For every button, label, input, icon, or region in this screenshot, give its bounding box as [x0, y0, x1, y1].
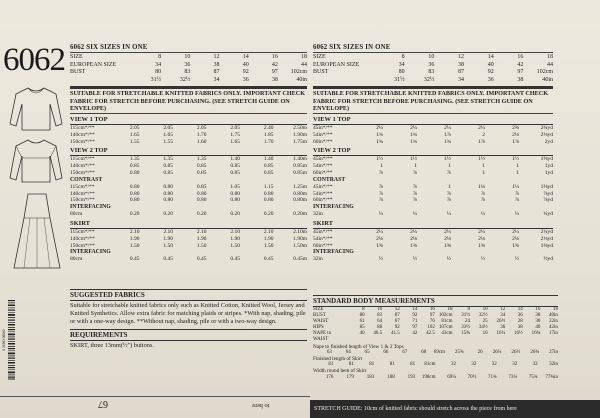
left-view2-title: VIEW 2 TOP	[70, 147, 108, 155]
left-european-row: EUROPEAN SIZE 34 36 38 40 42 44	[70, 61, 308, 68]
table-row: 140cm*/** 0.85 0.85 0.85 0.85 0.85 0.85m	[70, 163, 307, 170]
right-view2-title: VIEW 2 TOP	[313, 147, 351, 155]
view1-sketch	[8, 84, 64, 134]
table-row: 54in*/** 1 1 1 1 1 1yd	[313, 163, 553, 170]
standard-measurements-title: STANDARD BODY MEASUREMENTS	[313, 295, 558, 307]
nape-length-label: Nape to finished length of View 1 & 2 Tops	[313, 343, 404, 350]
imperial-yardage-column	[313, 44, 553, 263]
suggested-fabrics-title: SUGGESTED FABRICS	[70, 289, 307, 301]
left-stretch-note: SUITABLE FOR STRETCHABLE KNITTED FABRICS ONLY. IMPORTANT CHECK FABRIC FOR STRETCH BEFORE PURCHASING. (SEE STRETCH GUIDE ON ENVELOPE)	[70, 90, 306, 112]
meas-row: SIZE 8 10 12 14 16 18 8 10 12 14 16 18	[313, 307, 558, 312]
left-bust-in-row: 31½ 32½ 34 36 38 40in	[150, 76, 308, 83]
table-row: 115cm*/** 2.10 2.10 2.10 2.10 2.10 2.10m	[70, 228, 307, 235]
table-row: 150cm*/** 1.50 1.50 1.50 1.50 1.50 1.50m	[70, 242, 307, 249]
pattern-number: 6062	[3, 42, 65, 78]
table-row: 115cm*/** 0.80 0.80 0.85 1.05 1.15 1.25m	[70, 183, 307, 190]
hem-width-label: Width round hem of Skirt	[313, 368, 367, 375]
right-bust-row: BUST 80 83 87 92 97 102cm	[313, 69, 554, 76]
stretch-guide-bar: STRETCH GUIDE: 10cm of knitted fabric should stretch across the piece from here	[310, 400, 600, 418]
left-view2-table	[70, 156, 307, 218]
left-size-row: SIZE 8 10 12 14 16 18	[70, 54, 308, 60]
table-row: 150cm*/** 1.55 1.55 1.60 1.65 1.70 1.75m	[70, 138, 307, 145]
table-row: 150cm*/** 0.80 0.85 0.85 0.85 0.85 0.85m	[70, 169, 307, 176]
table-row: 60in*/** 1⅝ 1⅝ 1⅝ 1⅝ 1⅝ 1⅝yd	[313, 242, 553, 249]
suggested-fabrics-section	[70, 286, 307, 351]
table-row: 140cm*/** 0.80 0.80 0.80 0.80 0.80 0.80m	[70, 190, 307, 197]
barcode-digits: 0 39363 06062	[2, 329, 6, 351]
view2-sketch	[8, 136, 64, 186]
table-row: 32in ¼ ¼ ¼ ¼ ¼ ¼yd	[313, 211, 553, 218]
meas-row: 63 64 65 66 67 68 69cm 25¾ 26 26¼ 26½ 26¾ 27in	[326, 349, 558, 355]
table-row: 60in*/** ⅞ ⅞ ⅞ 1 1 1yd	[313, 169, 553, 176]
left-skirt-title: SKIRT	[70, 219, 91, 227]
left-view1-table	[70, 125, 307, 145]
right-view1-title: VIEW 1 TOP	[313, 115, 351, 123]
meas-row: NAPE to WAIST 40 40.5 41.5 42 42.5 43cm 15¾ 16 16¼ 16½ 16¾ 17in	[313, 331, 558, 343]
table-row: 45in*/** 2¼ 2¼ 2¼ 2¼ 2¼ 2¼yd	[313, 228, 553, 235]
table-row: 60in*/** 1¾ 1¾ 1¾ 1⅞ 1⅞ 2yd	[313, 138, 553, 145]
table-row: 80cm 0.45 0.45 0.45 0.45 0.45 0.45m	[70, 256, 307, 263]
metric-yardage-column	[70, 44, 307, 263]
table-row: 80cm 0.20 0.20 0.20 0.20 0.20 0.20m	[70, 211, 307, 218]
right-skirt-interfacing-label: INTERFACING	[313, 249, 354, 256]
table-row: 115cm*/** 1.35 1.35 1.35 1.40 1.40 1.40m	[70, 156, 307, 163]
right-size-row: SIZE 8 10 12 14 16 18	[313, 54, 554, 60]
left-title: 6062 SIX SIZES IN ONE	[70, 44, 148, 51]
requirements-text: SKIRT, three 13mm(½") buttons.	[70, 342, 154, 349]
suggested-fabrics-text: Suitable for stretchable knitted fabrics only such as Knitted Cotton, Knitted Wool, Jersey and Knitted Synthetics. Allow extra fabric for matching plaids or stripes. *With nap, shading, pile or with a one-way design. **Without nap, shading, pile or with a two-way design.	[70, 302, 306, 325]
standard-body-measurements	[313, 292, 558, 381]
right-stretch-note: SUITABLE FOR STRETCHABLE KNITTED FABRICS ONLY. IMPORTANT CHECK FABRIC FOR STRETCH BEFORE PURCHASING. (SEE STRETCH GUIDE ON ENVELOPE)	[313, 90, 549, 112]
meas-row: 176 179 183 188 193 198cm 69¼ 70½ 71¾ 73¼ 75¾ 77¾in	[325, 374, 559, 380]
right-interfacing-label: INTERFACING	[313, 204, 354, 211]
table-row: 140cm*/** 1.90 1.90 1.90 1.90 1.90 1.90m	[70, 235, 307, 242]
right-european-row: EUROPEAN SIZE 34 36 38 40 42 44	[313, 61, 554, 68]
skirt-length-label: Finished length of Skirt	[313, 355, 363, 362]
left-skirt-interfacing-label: INTERFACING	[70, 249, 111, 256]
table-row: 140cm*/** 1.65 1.65 1.70 1.75 1.85 1.90m	[70, 131, 307, 138]
page-number: 67	[98, 398, 108, 409]
table-row: 45in*/** ⅞ ⅞ 1 1⅛ 1¼ 1⅜yd	[313, 183, 553, 190]
meas-row: WAIST 61 64 67 71 76 81cm 24 25 26½ 28 30 32in	[313, 319, 558, 325]
left-contrast-label: CONTRAST	[70, 176, 103, 183]
skirt-sketch	[10, 192, 64, 272]
meas-row: HIPS 85 88 92 97 102 107cm 33½ 34½ 36 38 40 42in	[313, 325, 558, 331]
left-bust-row: BUST 80 83 87 92 97 102cm	[70, 69, 308, 76]
table-row: 54in*/** 2⅛ 2⅛ 2⅛ 2⅛ 2⅛ 2⅛yd	[313, 235, 553, 242]
left-view1-title: VIEW 1 TOP	[70, 115, 108, 123]
left-interfacing-label: INTERFACING	[70, 204, 111, 211]
table-row: 150cm*/** 0.80 0.80 0.80 0.80 0.80 0.80m	[70, 197, 307, 204]
table-row: 60in*/** ⅞ ⅞ ⅞ ⅞ ⅞ ⅞yd	[313, 197, 553, 204]
right-contrast-label: CONTRAST	[313, 176, 346, 183]
to-here-label: to here	[252, 402, 270, 409]
right-skirt-title: SKIRT	[313, 219, 334, 227]
meas-row: BUST 80 83 87 92 97 102cm 31½ 32½ 34 36 38 40in	[313, 313, 558, 319]
table-row: 45in*/** 2¼ 2¼ 2¼ 2¼ 2⅝ 2¾yd	[313, 124, 553, 131]
table-row: 54in*/** ⅞ ⅞ ⅞ ⅞ ⅞ ⅞yd	[313, 190, 553, 197]
table-row: 32in ½ ½ ½ ½ ½ ½yd	[313, 256, 553, 263]
right-bust-in-row: 31½ 32½ 34 36 38 40in	[394, 76, 554, 83]
table-row: 54in*/** 1¾ 1¾ 1⅞ 2 2⅛ 2⅛yd	[313, 131, 553, 138]
requirements-title: REQUIREMENTS	[70, 329, 307, 341]
left-skirt-table	[70, 229, 307, 263]
meas-row: 81 81 81 81 81 81cm 32 32 32 32 32 32in	[328, 362, 559, 368]
table-row: 45in*/** 1½ 1½ 1½ 1½ 1½ 1⅝yd	[313, 156, 553, 163]
table-row: 115cm*/** 2.05 2.05 2.05 2.05 2.40 2.50m	[70, 124, 307, 131]
barcode	[2, 300, 16, 380]
right-title: 6062 SIX SIZES IN ONE	[313, 44, 391, 51]
